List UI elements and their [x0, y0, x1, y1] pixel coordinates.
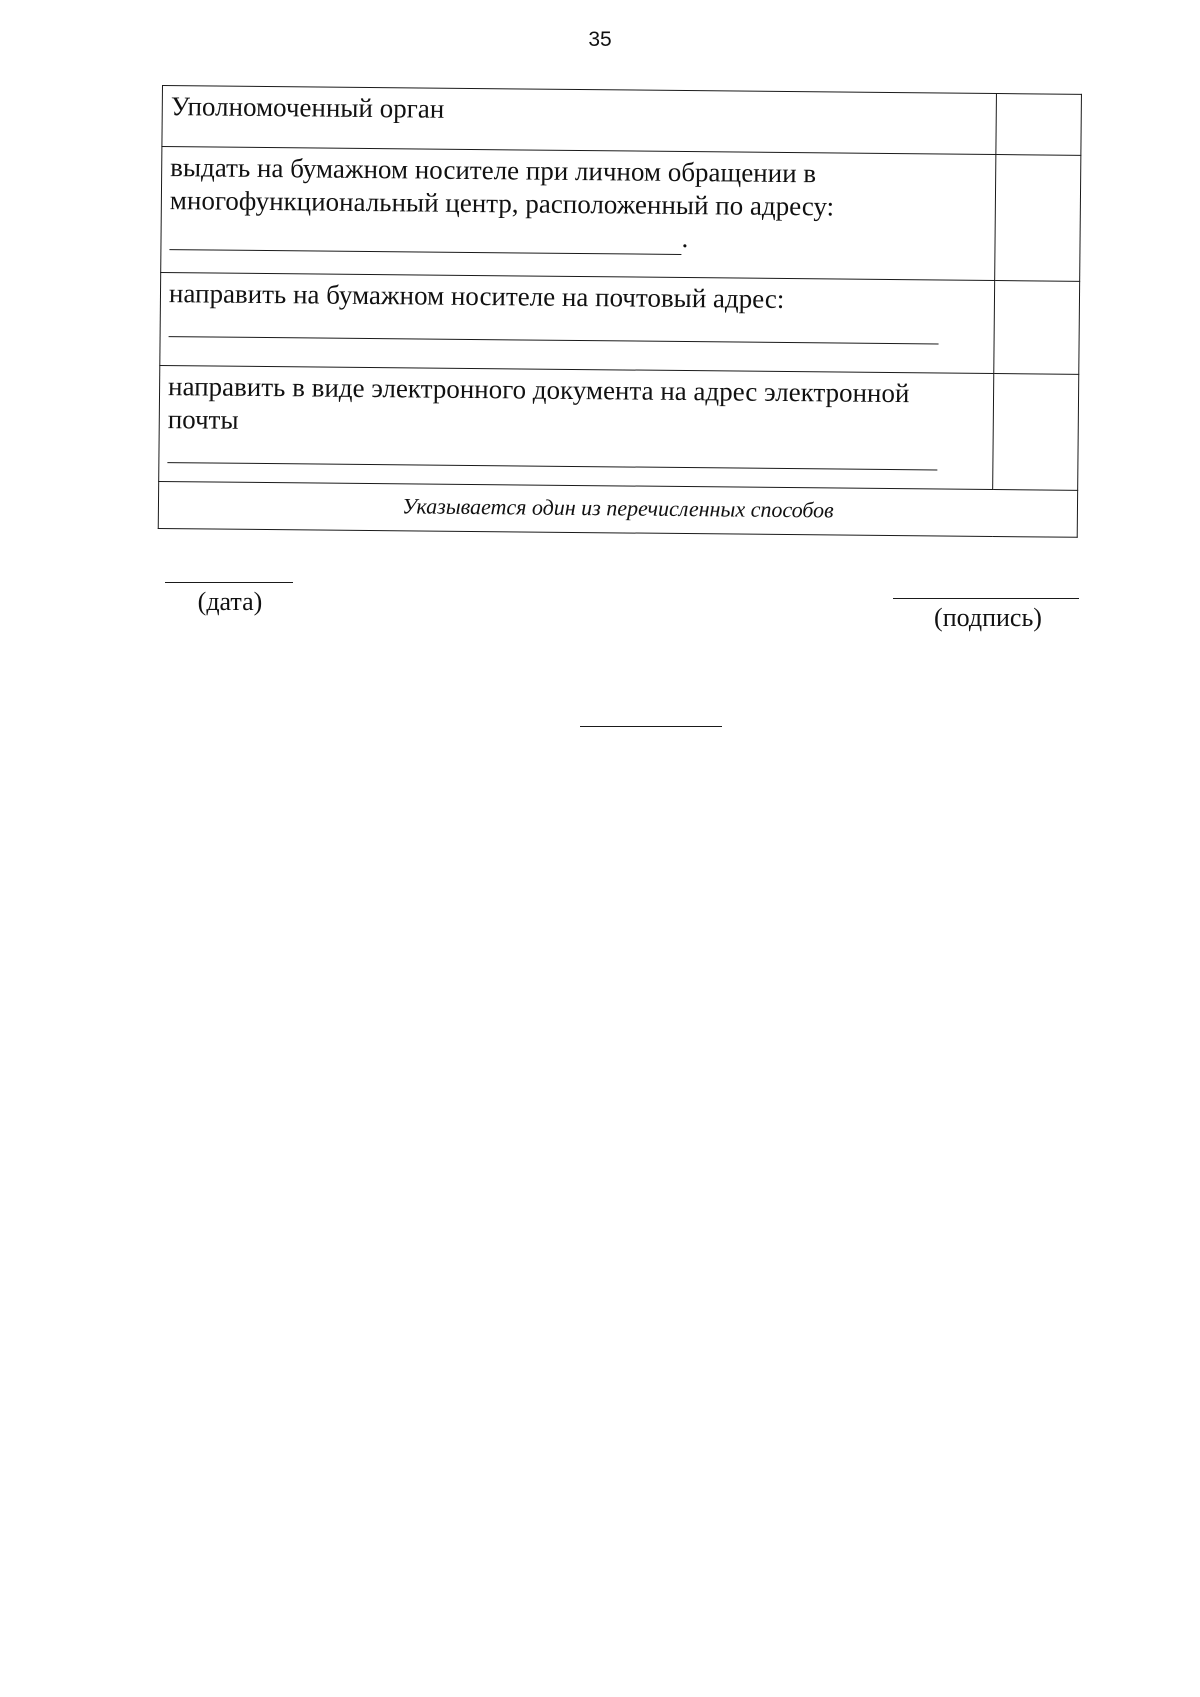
option-authorized-body: [162, 86, 997, 155]
table-row: [160, 272, 1080, 374]
checkbox-cell-postal-mail[interactable]: [994, 281, 1080, 375]
mfc-address-fill-line[interactable]: [169, 223, 681, 255]
option-label: направить на бумажном носителе на почтовый адрес:: [168, 278, 785, 314]
checkbox-cell-mfc-pickup[interactable]: [995, 155, 1081, 282]
table-row: [159, 365, 1079, 490]
option-label: выдать на бумажном носителе при личном обращении в многофункциональный центр, расположенный по адресу:: [169, 152, 835, 222]
delivery-method-table-wrap: [158, 85, 1082, 538]
option-email: [159, 365, 994, 489]
checkbox-cell-authorized-body[interactable]: [996, 94, 1082, 156]
date-signature-block: [165, 582, 295, 617]
table-row: [158, 481, 1077, 537]
option-mfc-pickup: [161, 147, 996, 281]
postal-address-fill-line[interactable]: [169, 310, 939, 344]
date-fill-line[interactable]: [165, 582, 293, 583]
period-mark: .: [681, 222, 689, 254]
email-address-fill-line[interactable]: [167, 436, 937, 470]
date-label: (дата): [197, 587, 263, 616]
checkbox-cell-email[interactable]: [993, 373, 1079, 490]
signature-fill-line[interactable]: [893, 598, 1079, 599]
end-of-document-divider: [580, 726, 722, 727]
table-note: Указывается один из перечисленных способов: [158, 481, 1077, 537]
signature-block: [893, 598, 1083, 633]
option-label: Уполномоченный орган: [170, 91, 445, 124]
table-row: [161, 147, 1081, 282]
option-label: направить в виде электронного документа на адрес электронной почты: [167, 371, 910, 435]
page-number: 35: [588, 28, 612, 51]
delivery-method-table: [158, 85, 1082, 538]
option-postal-mail: [160, 272, 995, 373]
table-row: [162, 86, 1082, 156]
signature-label: (подпись): [934, 603, 1042, 632]
